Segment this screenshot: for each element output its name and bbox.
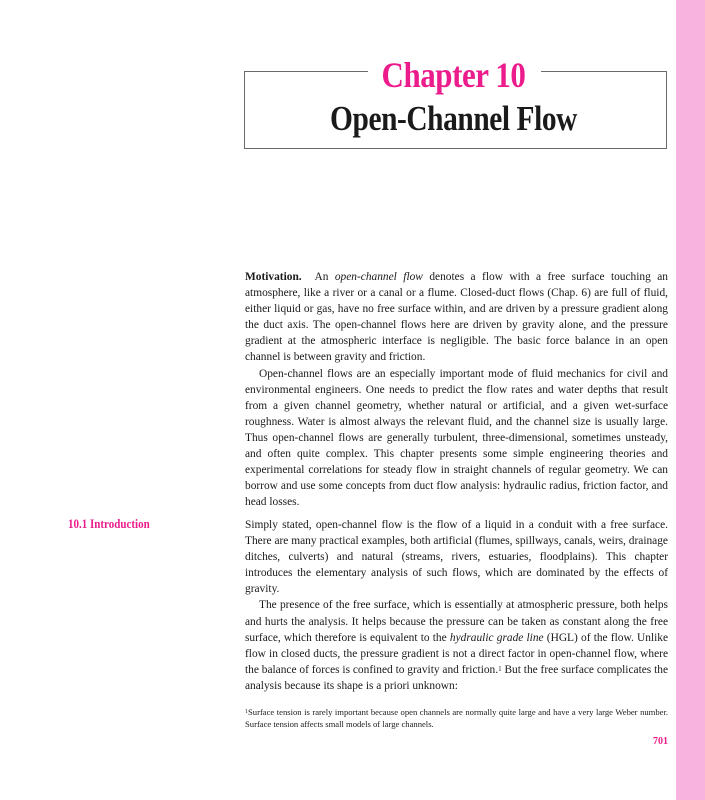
motivation-paragraph-1 [245,269,668,366]
chapter-number: Chapter 10 [381,55,526,95]
footnote-reference[interactable]: 1 [498,664,502,673]
intro-text-b: (HGL) of the flow. Unlike flow in closed ducts, the pressure gradient is not a direct factor in open-channel flow, where the balance of forces is confined to gravity and friction. [245,631,668,676]
chapter-title: Open-Channel Flow [330,99,577,138]
motivation-text-b: denotes a flow with a free surface touching an atmosphere, like a river or a canal or a flume. Closed-duct flows (Chap. 6) are full of fluid, either liquid or gas, have no free surface within, and are driven by a pressure gradient along the duct axis. The open-channel flows here are driven by gravity alone, and the pressure gradient at the atmospheric interface is negligible. The basic force balance in an open channel is between gravity and friction. [245,271,668,364]
introduction-section [245,517,668,694]
intro-text-a: The presence of the free surface, which is essentially at atmospheric pressure, both helps and hurts the analysis. It helps because the pressure can be taken as constant along the free surface, which therefore is equivalent to the [245,599,668,644]
motivation-section [245,269,668,510]
footnote-text: Surface tension is rarely important because open channels are normally quite large and have a very large Weber number. Surface tension affects small models of large channels. [245,707,668,729]
intro-text-c: But the free surface complicates the analysis because its shape is a priori unknown: [245,663,669,692]
motivation-paragraph-2: Open-channel flows are an especially important mode of fluid mechanics for civil and environmental engineers. One needs to predict the flow rates and water depths that result from a given channel geometry, whether natural or artificial, and a given wet-surface roughness. Water is almost always the relevant fluid, and the channel size is usually large. Thus open-channel flows are generally turbulent, three-dimensional, sometimes unsteady, and often quite complex. This chapter presents some simple engineering theories and experimental correlations for steady flow in straight channels of regular geometry. We can borrow and use some concepts from duct flow analysis: hydraulic radius, friction factor, and head losses. [245,367,668,509]
intro-paragraph-1: Simply stated, open-channel flow is the flow of a liquid in a conduit with a free surface. There are many practical examples, both artificial (flumes, spillways, canals, weirs, drainage ditches, culverts) and natural (streams, rivers, estuaries, floodplains). This chapter introduces the elementary analysis of such flows, which are dominated by the effects of gravity. [245,519,668,596]
page-edge-tab [676,0,705,800]
page-number: 701 [653,736,668,747]
motivation-lead: Motivation. [245,271,302,283]
footnote [245,706,668,730]
motivation-term: open-channel flow [334,271,423,283]
footnote-mark: 1 [245,709,248,715]
intro-term: hydraulic grade line [449,631,544,644]
intro-paragraph-2 [245,597,668,694]
motivation-text-a: An [314,271,335,283]
section-heading: 10.1 Introduction [68,517,150,531]
